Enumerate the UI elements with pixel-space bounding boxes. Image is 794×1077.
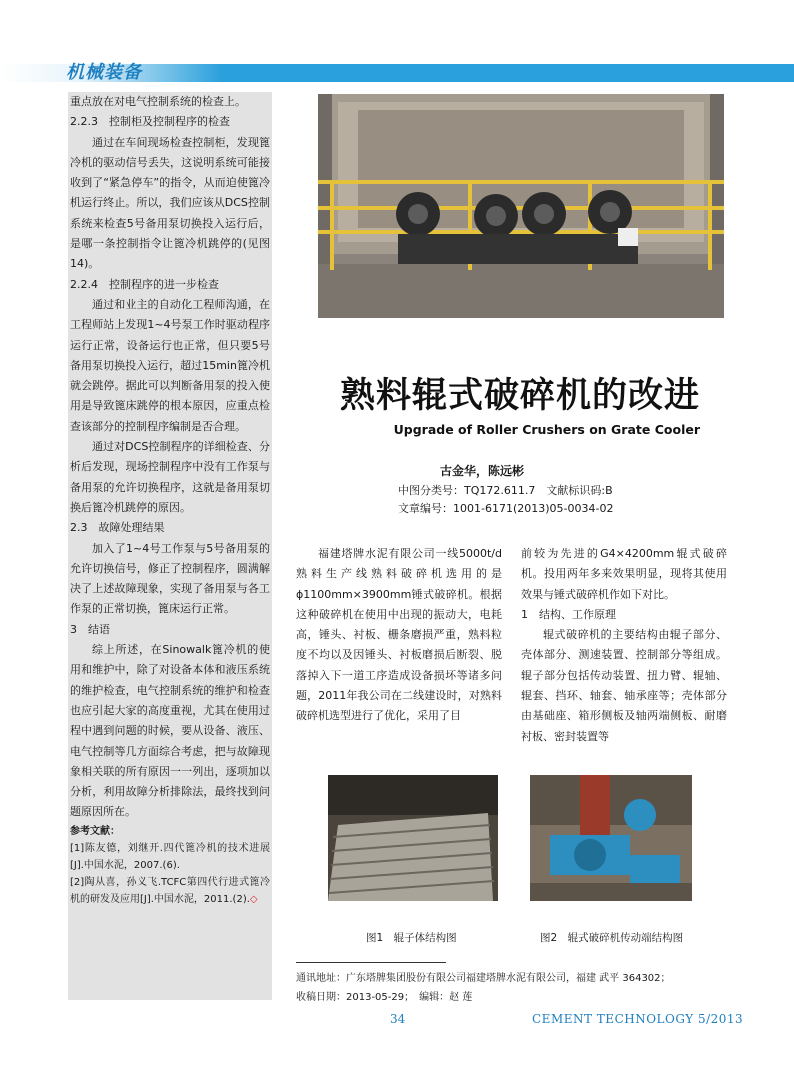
sidebar-paragraph: 2.3 故障处理结果 <box>70 521 165 535</box>
body-paragraph: 1 结构、工作原理 <box>521 607 616 621</box>
body-paragraph: 辊式破碎机的主要结构由辊子部分、壳体部分、测速装置、控制部分等组成。辊子部分包括传动装置、扭力臂、辊轴、辊套、挡环、轴套、轴承座等；壳体部分由基础座、箱形侧板及轴两端侧板、耐磨衬板、密封装置等 <box>521 628 727 743</box>
end-mark-icon: ◇ <box>249 893 258 905</box>
journal-name: CEMENT TECHNOLOGY 5/2013 <box>532 1012 744 1026</box>
sidebar-paragraph: 加入了1~4号工作泵与5号备用泵的允许切换信号，修正了控制程序，圆满解决了上述故障现象，实现了备用泵与各工作泵的正常切换，篦床运行正常。 <box>70 541 270 616</box>
sidebar-paragraph: 3 结语 <box>70 622 110 636</box>
footnote-address: 通讯地址：广东塔牌集团股份有限公司福建塔牌水泥有限公司，福建 武平 364302； <box>296 973 671 984</box>
body-column-left <box>296 544 502 727</box>
sidebar-paragraph: [1]陈友德，刘继开.四代篦冷机的技术进展[J].中国水泥，2007.(6). <box>70 842 270 871</box>
article-number-line: 文章编号：1001-6171(2013)05-0034-02 <box>398 502 614 515</box>
article-title-english: Upgrade of Roller Crushers on Grate Cooler <box>393 422 700 437</box>
sidebar-paragraph: 参考文献： <box>70 825 120 837</box>
sidebar-paragraph: 综上所述，在Sinowalk篦冷机的使用和维护中，除了对设备本体和液压系统的维护检查，电气控制系统的维护和检查也应引起大家的高度重视，尤其在使用过程中遇到问题的时候，要从设备、液压、电气控制等几方面综合考虑，把与故障现象相关联的所有原因一一列出，逐项加以分析，利用故障分析排除法，最终找到问题原因所在。 <box>70 643 270 819</box>
figure-1-photo <box>328 775 498 901</box>
sidebar-paragraph: [2]陶从喜，孙义飞.TCFC第四代行进式篦冷机的研发及应用[J].中国水泥，2011.(2).◇ <box>70 876 270 905</box>
top-photo <box>318 94 724 318</box>
sidebar-paragraph: 通过对DCS控制程序的详细检查、分析后发现，现场控制程序中没有工作泵与备用泵的允许切换程序，这就是备用泵切换后篦冷机跳停的原因。 <box>70 440 270 514</box>
figure-2-caption: 图2 辊式破碎机传动端结构图 <box>540 932 684 944</box>
article-authors: 古金华，陈远彬 <box>440 464 525 478</box>
classification-line: 中图分类号：TQ172.611.7 文献标识码:B <box>398 484 613 497</box>
sidebar-paragraph: 通过和业主的自动化工程师沟通，在工程师站上发现1~4号泵工作时驱动程序运行正常，设备运行也正常，但只要5号备用泵切换投入运行，超过15min篦冷机就会跳停。据此可以判断备用泵的投入使用是导致篦床跳停的根本原因，应重点检查该部分的控制程序编制是否合理。 <box>70 297 270 433</box>
body-column-right <box>521 544 727 747</box>
figure-1-caption: 图1 辊子体结构图 <box>366 932 457 944</box>
section-title: 机械装备 <box>66 62 142 83</box>
sidebar-column <box>68 92 272 1000</box>
figure-2-photo <box>530 775 692 901</box>
footnote-rule <box>296 962 446 963</box>
sidebar-paragraph: 通过在车间现场检查控制柜，发现篦冷机的驱动信号丢失，这说明系统可能接收到了“紧急停车”的指令，从而迫使篦冷机运行终止。所以，我们应该从DCS控制系统来检查5号备用泵切换投入运行后，是哪一条控制指令让篦冷机跳停的(见图14)。 <box>70 135 270 271</box>
body-paragraph: 福建塔牌水泥有限公司一线5000t/d熟料生产线熟料破碎机选用的是ϕ1100mm×3900mm锤式破碎机。根据这种破碎机在使用中出现的振动大，电耗高，锤头、衬板、栅条磨损严重，熟料粒度不均以及因锤头、衬板磨损后断裂、脱落掉入下一道工序造成设备损坏等诸多问题，2011年我公司在二线建设时，对熟料破碎机选型进行了优化，采用了目 <box>296 547 502 723</box>
page-number: 34 <box>390 1012 406 1026</box>
sidebar-paragraph: 重点放在对电气控制系统的检查上。 <box>70 95 246 108</box>
article-title: 熟料辊式破碎机的改进 <box>339 376 700 416</box>
sidebar-body <box>70 92 270 908</box>
sidebar-paragraph: 2.2.4 控制程序的进一步检查 <box>70 277 219 291</box>
sidebar-paragraph: 2.2.3 控制柜及控制程序的检查 <box>70 115 230 129</box>
footnote-received: 收稿日期：2013-05-29； 编辑：赵 莲 <box>296 992 473 1003</box>
body-paragraph: 前较为先进的G4×4200mm辊式破碎机。投用两年多来效果明显，现将其使用效果与锤式破碎机作如下对比。 <box>521 547 727 601</box>
